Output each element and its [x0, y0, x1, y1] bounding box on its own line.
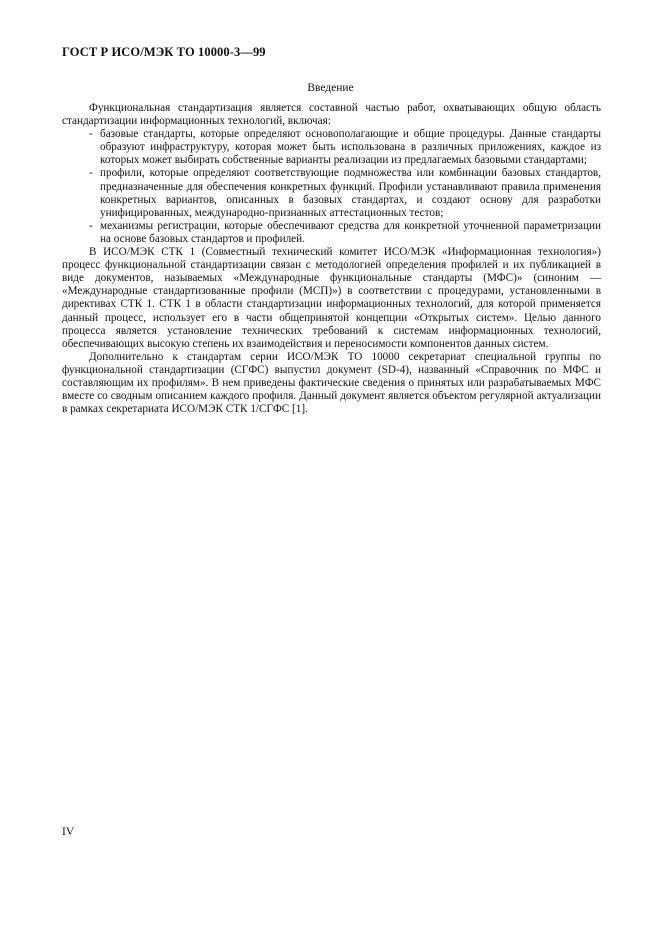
body-paragraph: Дополнительно к стандартам серии ИСО/МЭК ТО 10000 секретариат специальной группы по функциональной стандартизации (СГФС) выпустил документ (SD-4), названный «Справочник по МФС и составляющим их профилям». В нем приведены фактические сведения о принятых или разрабатываемых МФС вместе со сводным описанием каждого профиля. Данный документ является объектом регулярной актуализации в рамках секретариата ИСО/МЭК СТК 1/СГФС [1].	[62, 350, 601, 416]
intro-paragraph: Функциональная стандартизация является составной частью работ, охватывающих общую область стандартизации информационных технологий, включая:	[62, 102, 601, 128]
document-header: ГОСТ Р ИСО/МЭК ТО 10000-3—99	[62, 45, 266, 59]
document-body	[62, 102, 601, 416]
list-dash: -	[89, 219, 93, 232]
page-number: IV	[62, 826, 75, 838]
body-paragraph: В ИСО/МЭК СТК 1 (Совместный технический комитет ИСО/МЭК «Информационная технология») процесс функциональной стандартизации связан с методологией определения профилей и их публикацией в виде документов, называемых «Международные функциональные стандарты (МФС)» (синоним — «Международные стандартизованные профили (МСП)») в соответствии с процедурами, установленными в директивах СТК 1. СТК 1 в области стандартизации информационных технологий, для которой применяется данный процесс, использует его в части общепринятой концепции «Открытых систем». Целью данного процесса является установление технических требований к системам информационных технологий, обеспечивающих высокую степень их взаимодействия и переносимости компонентов данных систем.	[62, 246, 601, 350]
list-item	[62, 128, 601, 167]
list-dash: -	[89, 128, 93, 141]
list-item-text: механизмы регистрации, которые обеспечивают средства для конкретной уточненной параметризации на основе базовых стандартов и профилей.	[100, 219, 601, 245]
list-item	[62, 220, 601, 246]
list-item	[62, 167, 601, 219]
list-item-text: базовые стандарты, которые определяют основополагающие и общие процедуры. Данные стандарты образуют инфраструктуру, которая может быть использована в различных приложениях, каждое из которых может выбирать собственные варианты реализации из предлагаемых базовыми стандартами;	[100, 128, 601, 167]
list-dash: -	[89, 167, 93, 180]
section-title: Введение	[307, 82, 354, 94]
list-item-text: профили, которые определяют соответствующие подмножества или комбинации базовых стандартов, предназначенные для обеспечения конкретных функций. Профили устанавливают правила применения конкретных вариантов, описанных в базовых стандартах, и создают основу для разработки унифицированных, международно-признанных аттестационных тестов;	[100, 167, 601, 219]
